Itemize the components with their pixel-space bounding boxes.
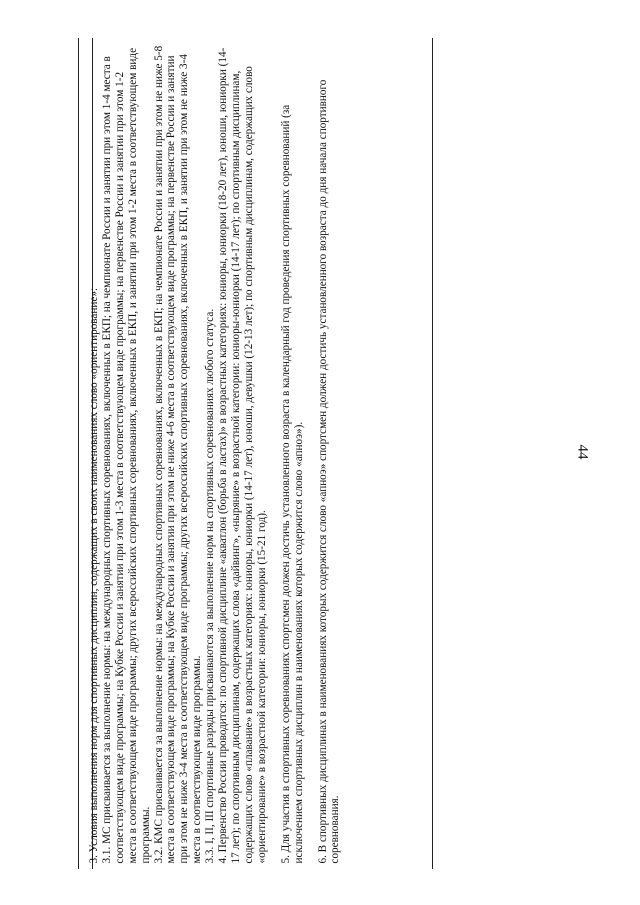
note-item-3: 3. Условия выполнения норм для спортивных дисциплин, содержащих в своих наименованиях слово «ориентирование»: (87, 287, 100, 863)
note-item-5: 5. Для участия в спортивных соревнованиях спортсмен должен достичь установленного возраста в календарный год проведения спортивных соревнований (за исключением спортивных дисциплин в наименованиях которых содержится слово «апноэ»). (279, 104, 305, 863)
note-item-6: 6. В спортивных дисциплинах в наименованиях которых содержится слово «апноэ» спортсмен должен достичь установленного возраста до дня начала спортивного соревнования. (316, 79, 341, 863)
note-item-3-2: 3.2. КМС присваивается за выполнение нормы: на международных спортивных соревнованиях, включенных в ЕКП; на чемпионате России и занятии при этом не ниже 5-8 места в соответствующем виде программы; на Кубке России и занятии при этом не ниже 4-6 места в соответствующем виде программы; на первенстве России и занятии при этом не ниже 3-4 места в соответствующем виде программы; других всероссийских спортивных соревнованиях, включенных в ЕКП, и занятии при этом не ниже 3-4 места в соответствующем виде программы. (152, 45, 203, 863)
note-item-4: 4. Первенство России проводится: по спортивной дисциплине «акватлон (борьба в ластах)» в возрастных категориях: юниоры, юниорки (18-20 лет), юноши, юниорки (14-17 лет); по спортивным дисциплинам, содержащих слова «дайвинг», «ныряние» в возрастной категории: юниоры-юниорки (14-17 лет); по спортивным дисциплинам, содержащих слово «плавание» в возрастных категориях: юниоры, юниорки (14-17 лет), юноши, девушки (12-13 лет); по спортивным дисциплинам, содержащих слово «ориентирование» в возрастной категории: юниоры, юниорки (15-21 год). (216, 47, 268, 863)
spacer (268, 44, 279, 863)
page-number: 44 (574, 444, 591, 460)
spacer (305, 44, 316, 863)
note-item-3-3: 3.3. I, II, III спортивные разряды присваиваются за выполнение норм на спортивных соревнованиях любого статуса. (203, 308, 216, 863)
table-frame (78, 38, 433, 869)
table-border-left (78, 38, 79, 869)
table-border-right (432, 38, 433, 869)
note-item-3-1: 3.1. МС присваивается за выполнение нормы: на международных спортивных соревнованиях, включенных в ЕКП; на чемпионате России и занятии при этом 1-4 места в соответствующем виде программы; на Кубке России и занятии при этом 1-3 места в соответствующем виде программы; на первенстве России и занятии при этом 1-2 места в соответствующем виде программы; других всероссийских спортивных соревнованиях, включенных в ЕКП, и занятии при этом 1-2 места в соответствующем виде программы. (100, 47, 152, 863)
notes-cell (86, 38, 426, 869)
